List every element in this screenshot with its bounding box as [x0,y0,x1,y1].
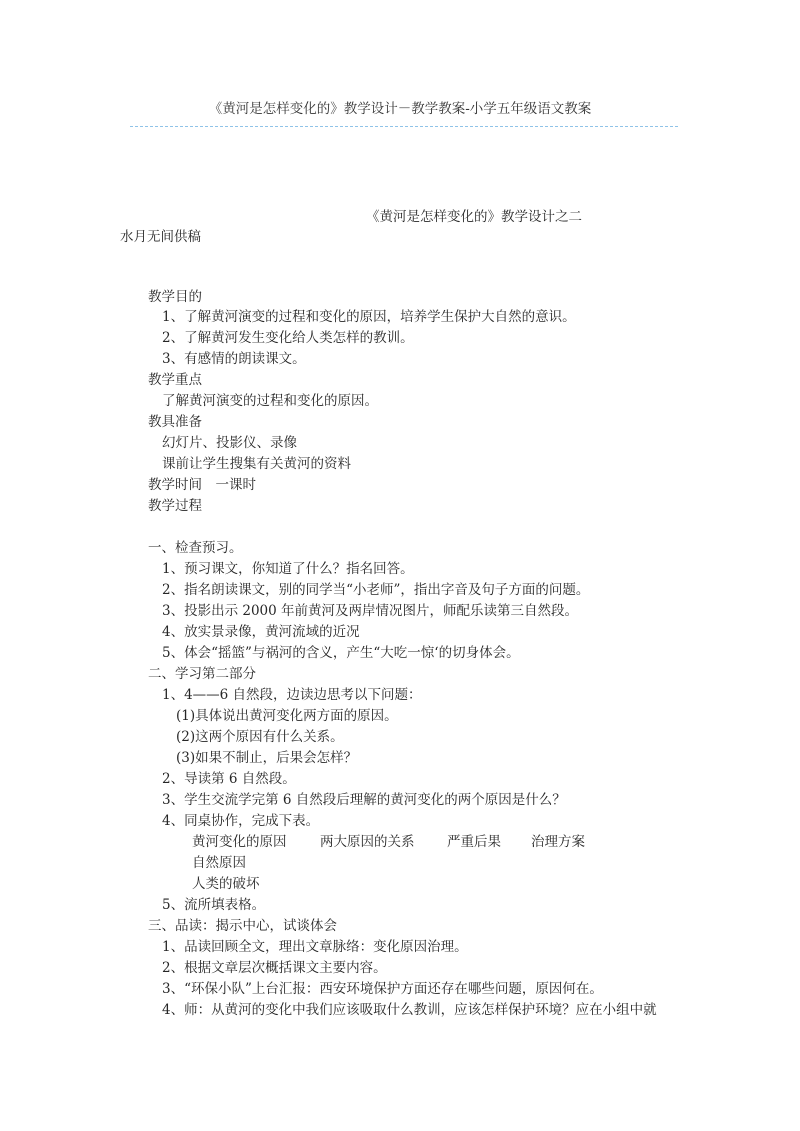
process-heading: 教学过程 [148,498,202,514]
section2-subitem: (1)具体说出黄河变化两方面的原因。 [176,708,398,724]
lesson-subtitle: 《黄河是怎样变化的》教学设计之二 [366,209,582,225]
table-row-label: 人类的破坏 [192,876,260,892]
section2-item: 4、同桌协作，完成下表。 [162,813,320,829]
objective-item: 3、有感情的朗读课文。 [162,351,306,367]
objective-item: 1、了解黄河演变的过程和变化的原因，培养学生保护大自然的意识。 [162,309,576,325]
section2-item: 2、导读第 6 自然段。 [162,771,296,787]
tools-item: 幻灯片、投影仪、录像 [162,435,297,451]
table-header-cell: 黄河变化的原因 [192,834,287,850]
tools-item: 课前让学生搜集有关黄河的资料 [162,456,351,472]
section3-item: 4、师：从黄河的变化中我们应该吸取什么教训，应该怎样保护环境？应在小组中就 [162,1002,657,1018]
author-credit: 水月无间供稿 [120,229,201,245]
section3-item: 3、“环保小队”上台汇报：西安环境保护方面还存在哪些问题，原因何在。 [162,981,603,997]
section3-item: 1、品读回顾全文，理出文章脉络：变化原因治理。 [162,939,468,955]
lesson-time: 教学时间 一课时 [148,477,256,493]
section2-subitem: (2)这两个原因有什么关系。 [176,729,344,745]
section3-heading: 三、品读：揭示中心，试谈体会 [148,918,337,934]
table-header-cell: 治理方案 [531,834,585,850]
objectives-heading: 教学目的 [148,289,202,305]
table-header-cell: 两大原因的关系 [320,834,415,850]
table-header-cell: 严重后果 [447,834,501,850]
section1-item: 1、预习课文，你知道了什么？指名回答。 [162,561,414,577]
keypoint-heading: 教学重点 [148,372,202,388]
objective-item: 2、了解黄河发生变化给人类怎样的教训。 [162,330,414,346]
section2-item: 5、流所填表格。 [162,897,266,913]
section1-item: 2、指名朗读课文，别的同学当“小老师”，指出字音及句子方面的问题。 [162,582,590,598]
section1-item: 5、体会“摇篮”与祸河的含义，产生“大吃一惊‘的切身体会。 [162,645,520,661]
section2-subitem: (3)如果不制止，后果会怎样？ [176,750,358,766]
section1-heading: 一、检查预习。 [148,540,243,556]
table-row-label: 自然原因 [192,855,246,871]
document-header-title: 《黄河是怎样变化的》教学设计－教学教案-小学五年级语文教案 [208,101,592,117]
section1-item: 3、投影出示 2000 年前黄河及两岸情况图片，师配乐读第三自然段。 [162,603,579,619]
header-divider [130,126,678,127]
keypoint-text: 了解黄河演变的过程和变化的原因。 [162,393,378,409]
section2-item: 3、学生交流学完第 6 自然段后理解的黄河变化的两个原因是什么？ [162,792,566,808]
tools-heading: 教具准备 [148,414,202,430]
section1-item: 4、放实景录像，黄河流域的近况 [162,624,360,640]
section2-item: 1、4——6 自然段，边读边思考以下问题： [162,687,422,703]
section2-heading: 二、学习第二部分 [148,666,256,682]
section3-item: 2、根据文章层次概括课文主要内容。 [162,960,387,976]
